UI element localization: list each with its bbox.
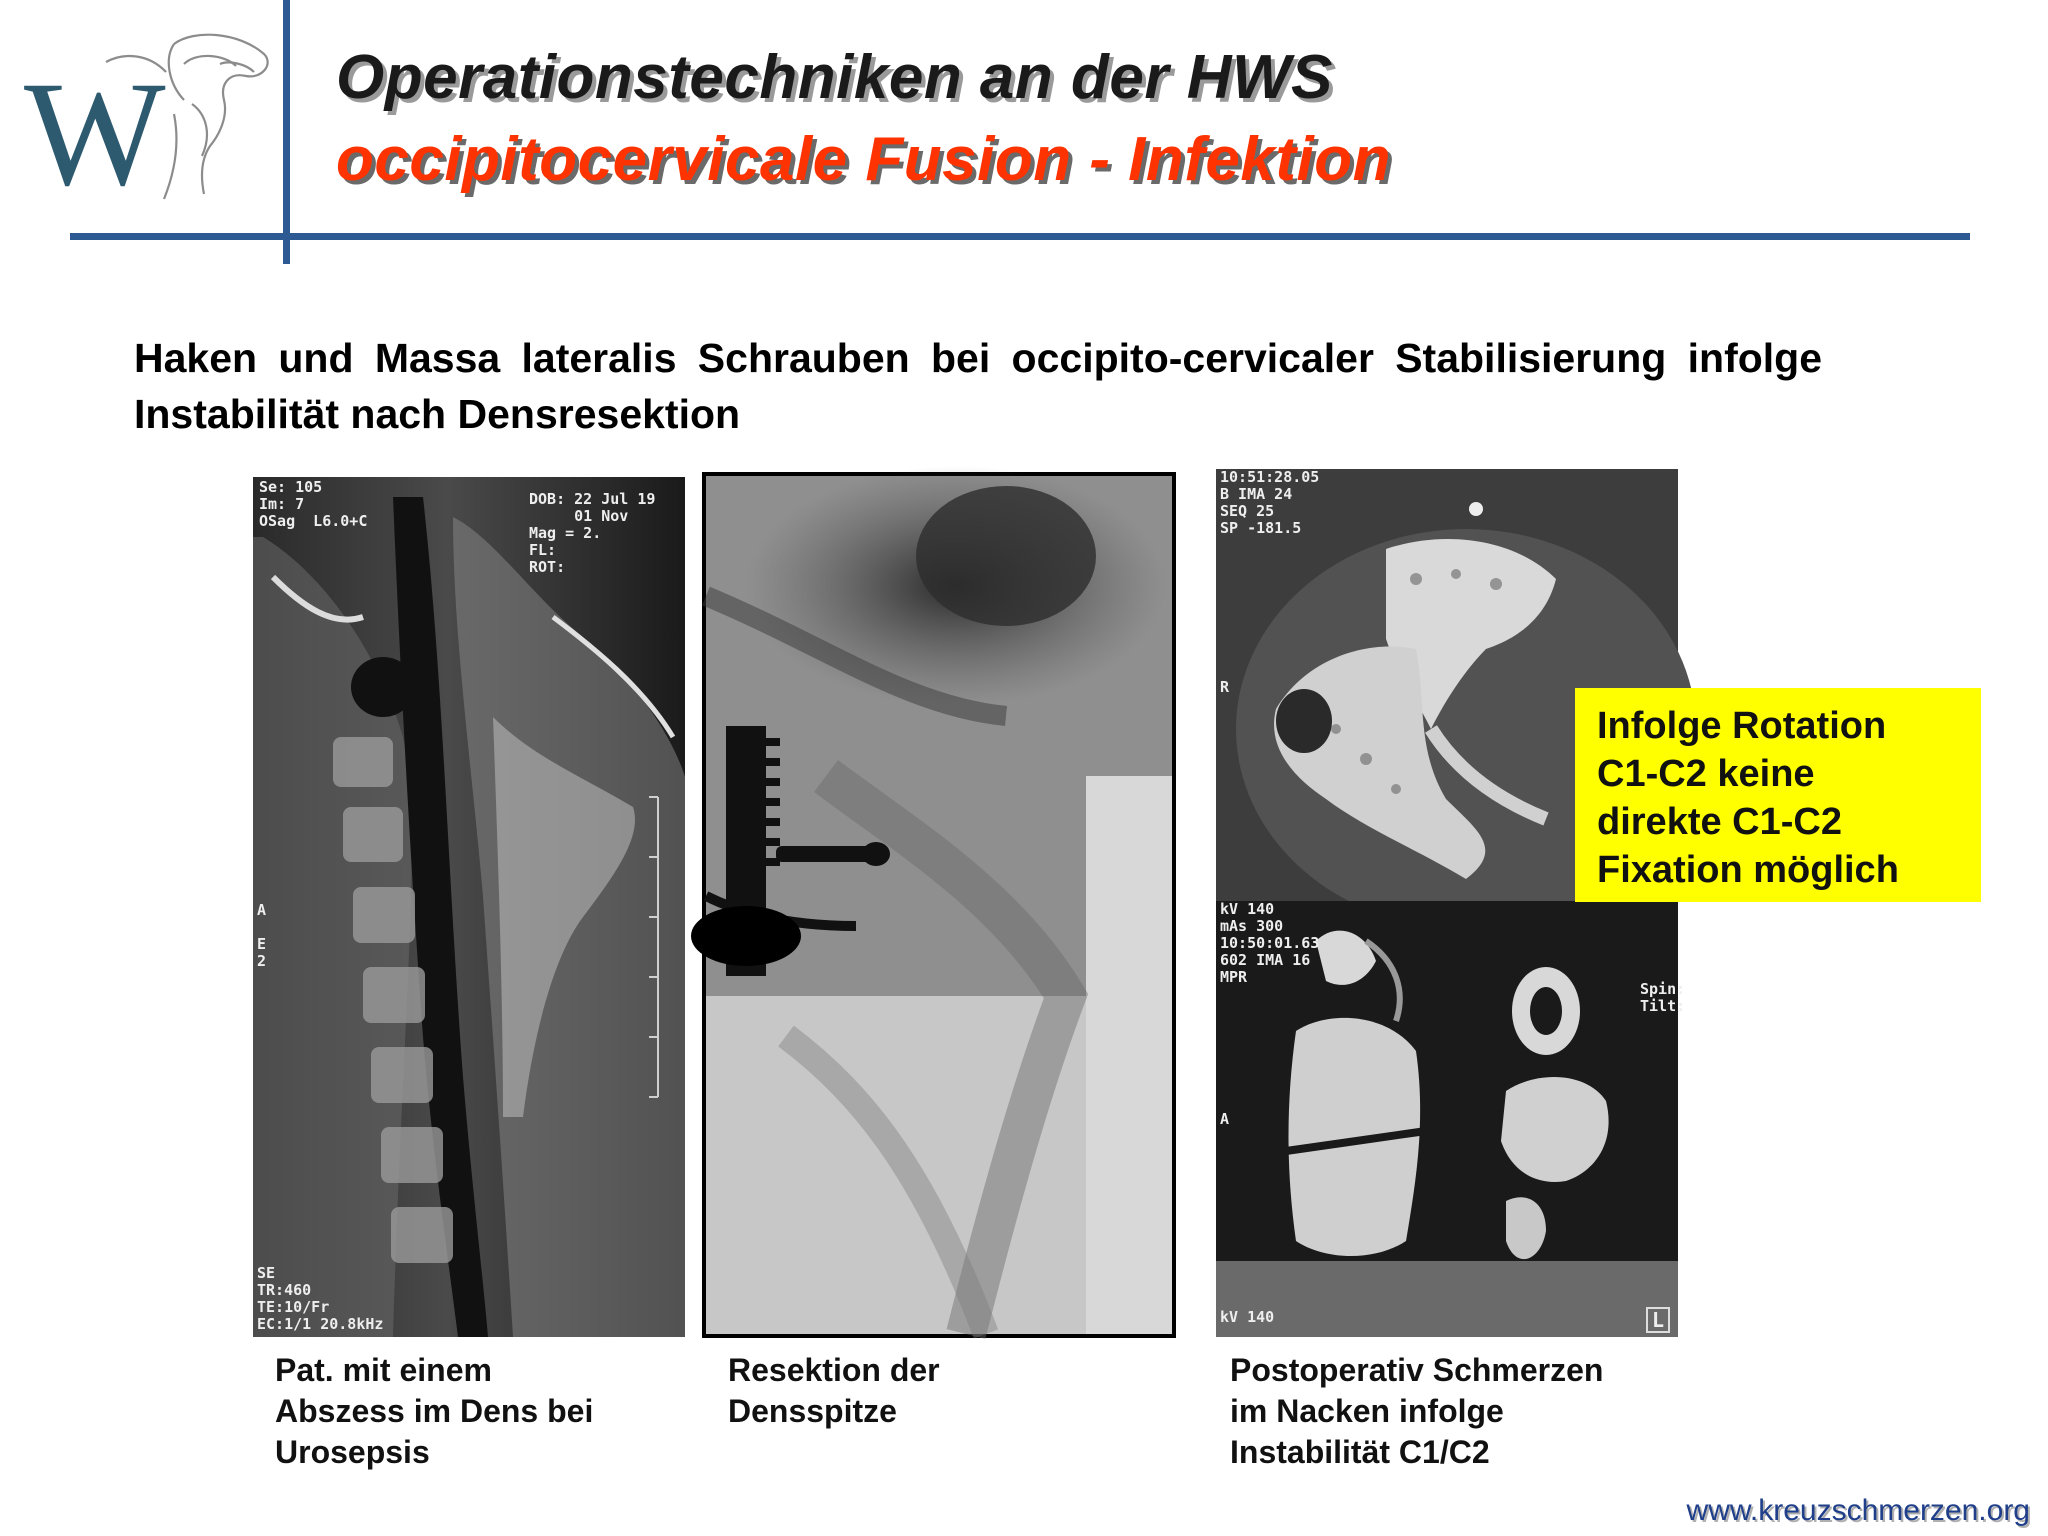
ct-coronal-right-overlay: Spin: Tilt: (1640, 980, 1686, 1015)
logo-letter: W (24, 51, 166, 217)
caption-line: Postoperativ Schmerzen (1230, 1352, 1604, 1388)
ct-coronal-overlay: kV 140 mAs 300 10:50:01.63 602 IMA 16 MPR (1220, 900, 1320, 986)
slide-subtitle: occipitocervicale Fusion - Infektion (336, 125, 1391, 194)
clinic-logo (24, 24, 284, 217)
header-vertical-rule (283, 0, 290, 264)
ct-coronal-corner-letter: L (1646, 1307, 1670, 1333)
caption-line: Resektion der (728, 1352, 940, 1388)
caption-line: Pat. mit einem (275, 1352, 492, 1388)
mri-overlay-parameters: SE TR:460 TE:10/Fr EC:1/1 20.8kHz (257, 1264, 384, 1333)
mri-overlay-series: Se: 105 Im: 7 OSag L6.0+C (259, 478, 368, 530)
ct-axial-side-marker: R (1220, 678, 1230, 696)
mri-sagittal-image (253, 477, 685, 1337)
intro-text: Haken und Massa lateralis Schrauben bei occipito-cervicaler Stabilisierung infolge Instabilität nach Densresektion (134, 335, 1822, 437)
callout-line: C1-C2 keine (1597, 753, 1815, 795)
callout-box (1575, 688, 1981, 902)
callout-line: Infolge Rotation (1597, 705, 1887, 747)
mri-overlay-orientation: A E 2 (257, 901, 267, 970)
ct-axial-overlay: 10:51:28.05 B IMA 24 SEQ 25 SP -181.5 (1220, 468, 1320, 537)
caption-line: Instabilität C1/C2 (1230, 1434, 1490, 1470)
caption-ct (1230, 1350, 1603, 1473)
slide-title: Operationstechniken an der HWS (336, 43, 1333, 112)
callout-line: direkte C1-C2 (1597, 801, 1842, 843)
header-horizontal-rule (70, 233, 1970, 240)
ct-coronal-side-marker: A (1220, 1110, 1230, 1128)
footer-website-link[interactable]: www.kreuzschmerzen.org (1686, 1494, 2030, 1527)
caption-line: im Nacken infolge (1230, 1393, 1504, 1429)
mri-overlay-patient: DOB: 22 Jul 19 01 Nov Mag = 2. FL: ROT: (529, 490, 656, 576)
ct-coronal-image (1216, 900, 1686, 1337)
caption-mri (275, 1350, 593, 1473)
caption-line: Densspitze (728, 1393, 897, 1429)
caption-line: Urosepsis (275, 1434, 430, 1470)
ct-coronal-bottom-overlay: kV 140 (1220, 1308, 1275, 1326)
caption-line: Abszess im Dens bei (275, 1393, 594, 1429)
callout-line: Fixation möglich (1597, 849, 1899, 891)
xray-lateral-image (702, 472, 1176, 1338)
caption-xray (728, 1350, 940, 1432)
